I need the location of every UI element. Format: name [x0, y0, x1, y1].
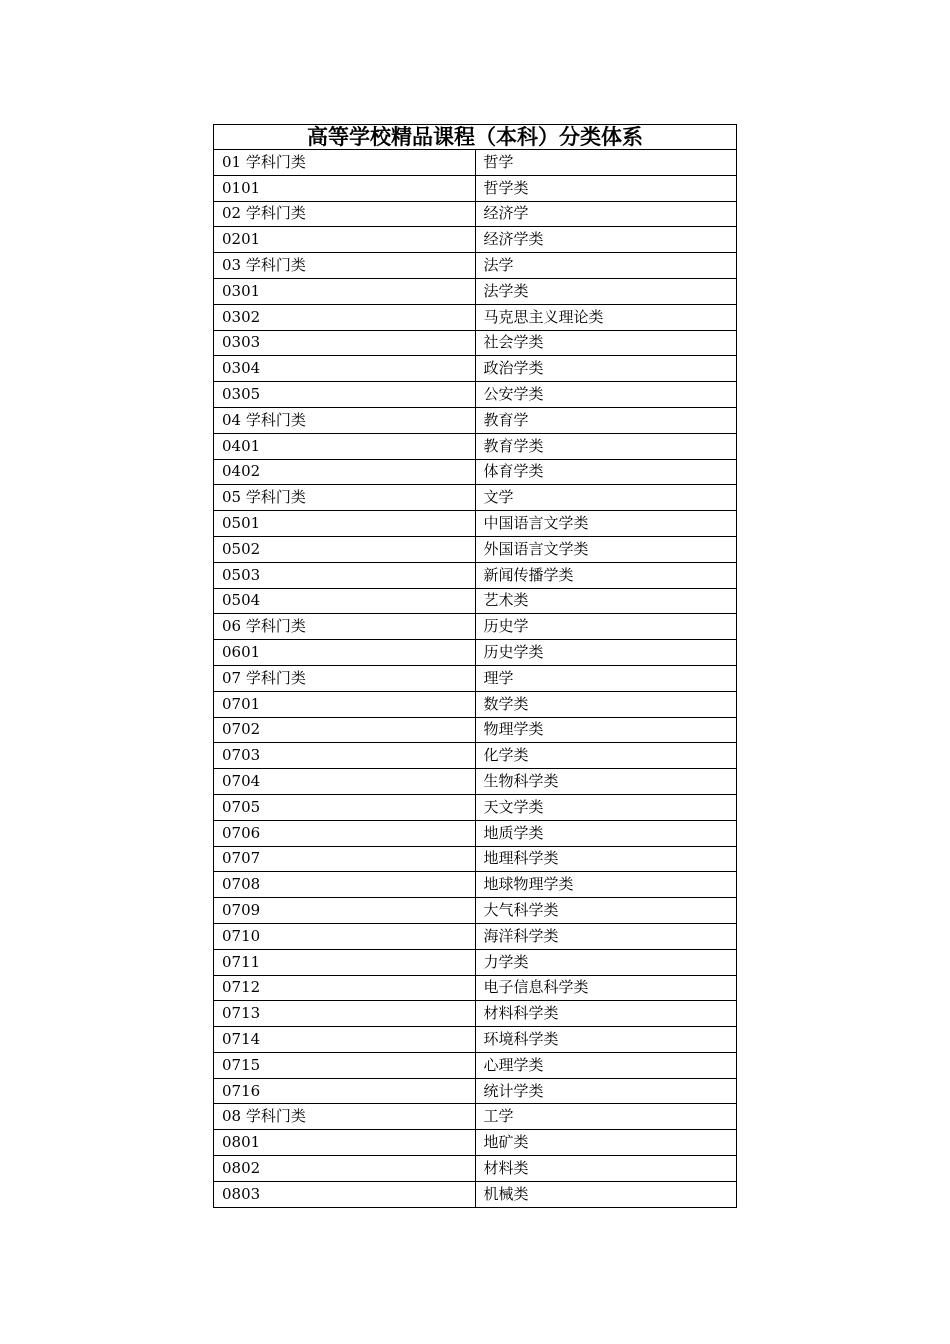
- table-row: [214, 1052, 737, 1078]
- category-name-cell: 教育学: [475, 407, 737, 433]
- category-name-cell: 心理学类: [475, 1052, 737, 1078]
- category-code-cell: 0601: [214, 640, 476, 666]
- category-code-cell: 0709: [214, 898, 476, 924]
- category-code-cell: 0503: [214, 562, 476, 588]
- table-row: [214, 898, 737, 924]
- category-code-cell: 0708: [214, 872, 476, 898]
- category-name-cell: 经济学类: [475, 227, 737, 253]
- category-code-cell: 01 学科门类: [214, 150, 476, 176]
- table-row: [214, 562, 737, 588]
- table-row: [214, 1001, 737, 1027]
- table-row: [214, 923, 737, 949]
- table-row: [214, 1104, 737, 1130]
- category-code-cell: 0714: [214, 1027, 476, 1053]
- category-code-cell: 0302: [214, 304, 476, 330]
- table-row: [214, 1027, 737, 1053]
- category-name-cell: 电子信息科学类: [475, 975, 737, 1001]
- category-name-cell: 艺术类: [475, 588, 737, 614]
- category-name-cell: 新闻传播学类: [475, 562, 737, 588]
- category-name-cell: 公安学类: [475, 382, 737, 408]
- category-name-cell: 哲学类: [475, 175, 737, 201]
- category-name-cell: 环境科学类: [475, 1027, 737, 1053]
- category-code-cell: 0703: [214, 743, 476, 769]
- category-code-cell: 0402: [214, 459, 476, 485]
- category-code-cell: 0707: [214, 846, 476, 872]
- table-row: [214, 304, 737, 330]
- table-row: [214, 588, 737, 614]
- category-name-cell: 大气科学类: [475, 898, 737, 924]
- category-code-cell: 0715: [214, 1052, 476, 1078]
- category-code-cell: 0201: [214, 227, 476, 253]
- category-name-cell: 材料科学类: [475, 1001, 737, 1027]
- category-code-cell: 05 学科门类: [214, 485, 476, 511]
- table-row: [214, 665, 737, 691]
- category-name-cell: 海洋科学类: [475, 923, 737, 949]
- category-code-cell: 0101: [214, 175, 476, 201]
- table-row: [214, 150, 737, 176]
- table-row: [214, 1181, 737, 1207]
- category-name-cell: 统计学类: [475, 1078, 737, 1104]
- category-name-cell: 教育学类: [475, 433, 737, 459]
- table-row: [214, 640, 737, 666]
- category-name-cell: 物理学类: [475, 717, 737, 743]
- category-code-cell: 0702: [214, 717, 476, 743]
- category-code-cell: 0504: [214, 588, 476, 614]
- category-name-cell: 生物科学类: [475, 769, 737, 795]
- category-name-cell: 理学: [475, 665, 737, 691]
- table-row: [214, 382, 737, 408]
- category-code-cell: 0301: [214, 278, 476, 304]
- category-code-cell: 04 学科门类: [214, 407, 476, 433]
- category-code-cell: 0305: [214, 382, 476, 408]
- table-row: [214, 949, 737, 975]
- table-row: [214, 278, 737, 304]
- category-name-cell: 力学类: [475, 949, 737, 975]
- table-row: [214, 175, 737, 201]
- table-row: [214, 201, 737, 227]
- category-name-cell: 法学类: [475, 278, 737, 304]
- category-name-cell: 数学类: [475, 691, 737, 717]
- category-code-cell: 0712: [214, 975, 476, 1001]
- category-code-cell: 0803: [214, 1181, 476, 1207]
- table-row: [214, 846, 737, 872]
- category-name-cell: 政治学类: [475, 356, 737, 382]
- category-code-cell: 0401: [214, 433, 476, 459]
- category-code-cell: 0706: [214, 820, 476, 846]
- category-code-cell: 06 学科门类: [214, 614, 476, 640]
- table-row: [214, 253, 737, 279]
- table-row: [214, 485, 737, 511]
- table-row: [214, 614, 737, 640]
- category-name-cell: 文学: [475, 485, 737, 511]
- category-name-cell: 中国语言文学类: [475, 511, 737, 537]
- table-row: [214, 794, 737, 820]
- category-name-cell: 马克思主义理论类: [475, 304, 737, 330]
- table-row: [214, 717, 737, 743]
- category-name-cell: 外国语言文学类: [475, 536, 737, 562]
- category-code-cell: 03 学科门类: [214, 253, 476, 279]
- category-code-cell: 0710: [214, 923, 476, 949]
- table-row: [214, 356, 737, 382]
- category-code-cell: 0801: [214, 1130, 476, 1156]
- category-name-cell: 天文学类: [475, 794, 737, 820]
- category-code-cell: 0502: [214, 536, 476, 562]
- table-row: [214, 536, 737, 562]
- category-name-cell: 法学: [475, 253, 737, 279]
- category-name-cell: 化学类: [475, 743, 737, 769]
- table-row: [214, 872, 737, 898]
- category-code-cell: 0802: [214, 1156, 476, 1182]
- category-name-cell: 地球物理学类: [475, 872, 737, 898]
- table-row: [214, 330, 737, 356]
- category-name-cell: 工学: [475, 1104, 737, 1130]
- category-code-cell: 0701: [214, 691, 476, 717]
- table-row: [214, 743, 737, 769]
- table-row: [214, 975, 737, 1001]
- category-name-cell: 机械类: [475, 1181, 737, 1207]
- table-row: [214, 1078, 737, 1104]
- category-name-cell: 地理科学类: [475, 846, 737, 872]
- category-name-cell: 历史学类: [475, 640, 737, 666]
- category-name-cell: 材料类: [475, 1156, 737, 1182]
- category-code-cell: 0304: [214, 356, 476, 382]
- category-code-cell: 07 学科门类: [214, 665, 476, 691]
- table-row: [214, 691, 737, 717]
- table-title: 高等学校精品课程（本科）分类体系: [214, 125, 737, 150]
- category-name-cell: 地矿类: [475, 1130, 737, 1156]
- table-row: [214, 1156, 737, 1182]
- category-code-cell: 0705: [214, 794, 476, 820]
- category-code-cell: 08 学科门类: [214, 1104, 476, 1130]
- category-name-cell: 社会学类: [475, 330, 737, 356]
- category-code-cell: 0716: [214, 1078, 476, 1104]
- category-code-cell: 0704: [214, 769, 476, 795]
- table-row: [214, 459, 737, 485]
- category-name-cell: 地质学类: [475, 820, 737, 846]
- table-row: [214, 769, 737, 795]
- category-code-cell: 0713: [214, 1001, 476, 1027]
- classification-table: [213, 124, 737, 1208]
- category-code-cell: 0501: [214, 511, 476, 537]
- table-row: [214, 407, 737, 433]
- category-name-cell: 体育学类: [475, 459, 737, 485]
- table-row: [214, 433, 737, 459]
- table-row: [214, 820, 737, 846]
- category-name-cell: 经济学: [475, 201, 737, 227]
- category-code-cell: 02 学科门类: [214, 201, 476, 227]
- table-row: [214, 1130, 737, 1156]
- category-code-cell: 0303: [214, 330, 476, 356]
- category-name-cell: 哲学: [475, 150, 737, 176]
- category-code-cell: 0711: [214, 949, 476, 975]
- table-row: [214, 227, 737, 253]
- table-row: [214, 511, 737, 537]
- category-name-cell: 历史学: [475, 614, 737, 640]
- title-row: [214, 125, 737, 150]
